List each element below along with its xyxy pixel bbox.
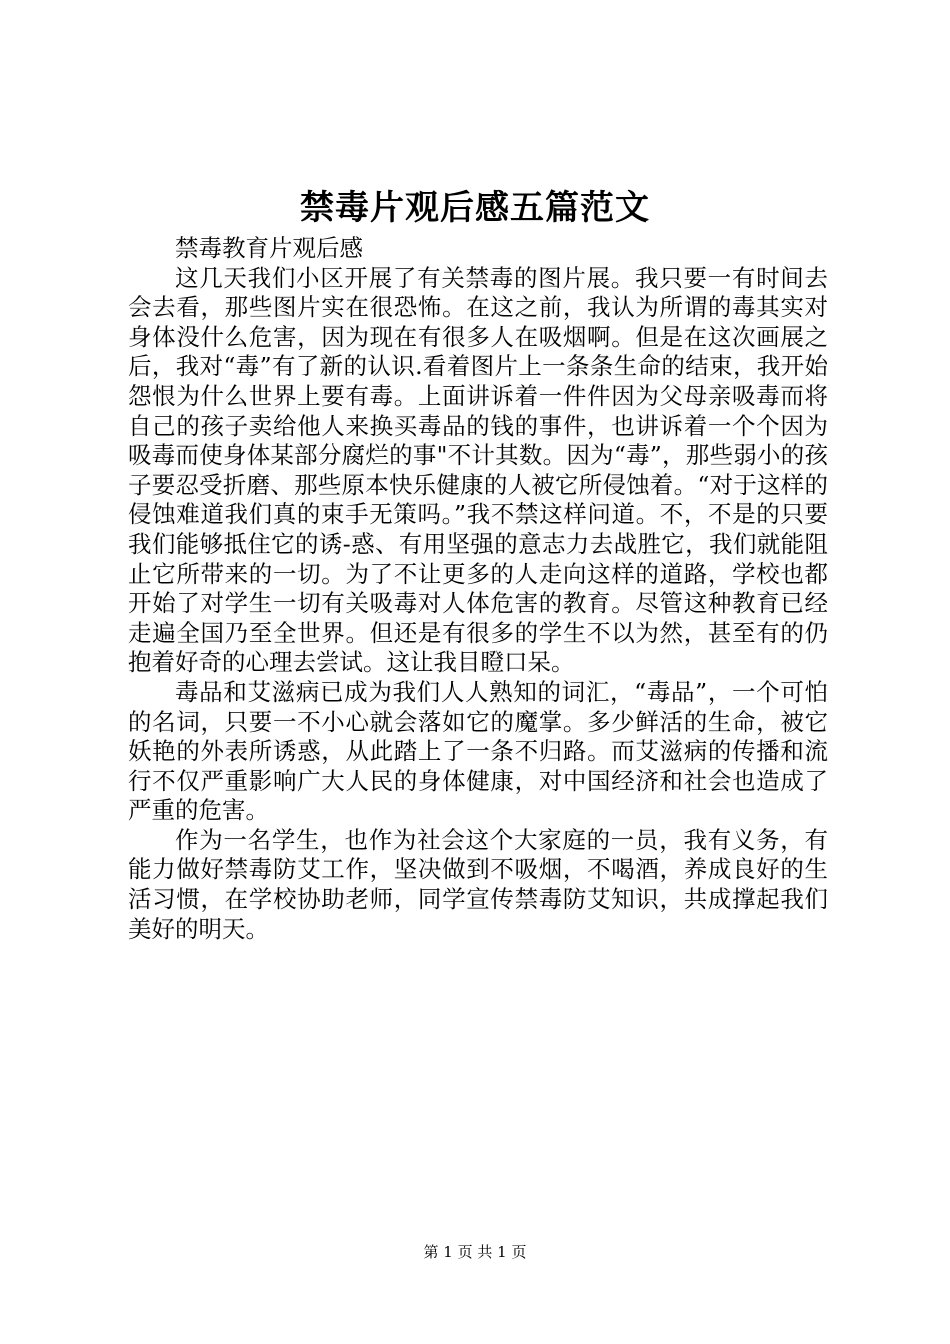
body-paragraph-2: 毒品和艾滋病已成为我们人人熟知的词汇，“毒品”，一个可怕的名词，只要一不小心就会落如它的魔掌。多少鲜活的生命，被它妖艳的外表所诱惑，从此踏上了一条不归路。而艾滋病的传播和流行不仅严重影响广大人民的身体健康，对中国经济和社会也造成了严重的危害。 [128,677,828,825]
body-paragraph-3: 作为一名学生，也作为社会这个大家庭的一员，我有义务，有能力做好禁毒防艾工作，坚决做到不吸烟，不喝酒，养成良好的生活习惯，在学校协助老师，同学宣传禁毒防艾知识，共成撑起我们美好的明天。 [128,825,828,943]
document-title: 禁毒片观后感五篇范文 [300,188,650,228]
subtitle-paragraph: 禁毒教育片观后感 [175,234,363,262]
body-paragraph-1: 这几天我们小区开展了有关禁毒的图片展。我只要一有时间去会去看，那些图片实在很恐怖。在这之前，我认为所谓的毒其实对身体没什么危害，因为现在有很多人在吸烟啊。但是在这次画展之后，我对“毒”有了新的认识.看着图片上一条条生命的结束，我开始怨恨为什么世界上要有毒。上面讲诉着一件件因为父母亲吸毒而将自己的孩子卖给他人来换买毒品的钱的事件，也讲诉着一个个因为吸毒而使身体某部分腐烂的事"不计其数。因为“毒”，那些弱小的孩子要忍受折磨、那些原本快乐健康的人被它所侵蚀着。“对于这样的侵蚀难道我们真的束手无策吗。”我不禁这样问道。不，不是的只要我们能够抵住它的诱-惑、有用坚强的意志力去战胜它，我们就能阻止它所带来的一切。为了不让更多的人走向这样的道路，学校也都开始了对学生一切有关吸毒对人体危害的教育。尽管这种教育已经走遍全国乃至全世界。但还是有很多的学生不以为然，甚至有的仍抱着好奇的心理去尝试。这让我目瞪口呆。 [128,263,828,677]
page-footer: 第 1 页 共 1 页 [423,1243,527,1261]
document-body [128,234,828,944]
